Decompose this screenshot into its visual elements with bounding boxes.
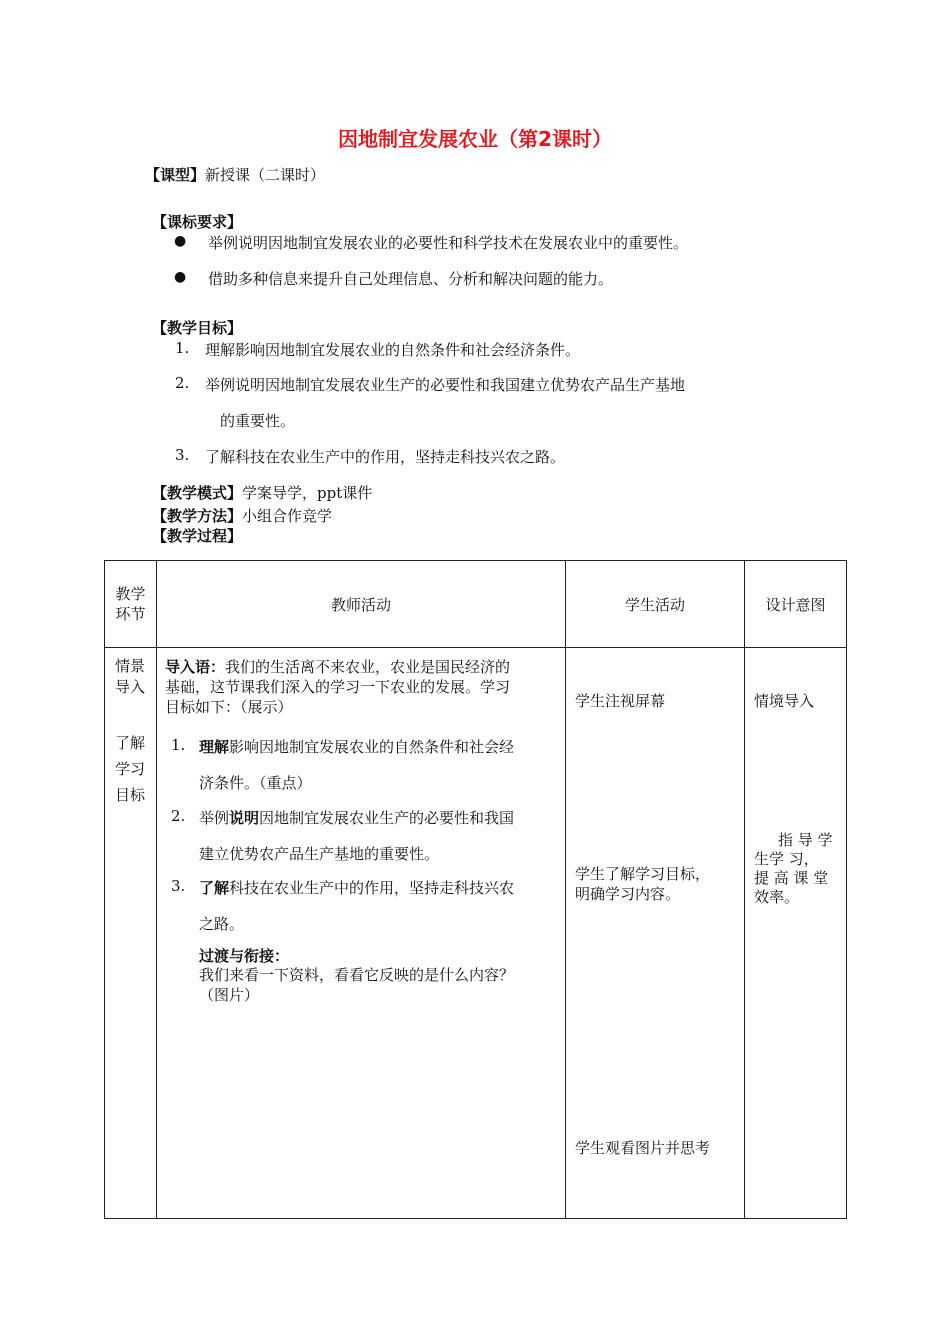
- intent-text: 生学 习，: [754, 850, 819, 868]
- standard-item: 借助多种信息来提升自己处理信息、分析和解决问题的能力。: [208, 270, 614, 288]
- header-teacher: 教师活动: [157, 561, 566, 648]
- process-label: 【教学过程】: [152, 527, 243, 545]
- goal-text: 影响因地制宜发展农业的自然条件和社会经: [229, 738, 515, 756]
- stage-text: 了解: [115, 734, 146, 752]
- lesson-type-line: [145, 164, 325, 185]
- student-activity: 学生注视屏幕: [575, 692, 666, 710]
- goal-line: [199, 807, 514, 828]
- objectives-label: 【教学目标】: [152, 319, 243, 337]
- stage-text: 学习: [115, 760, 146, 778]
- standard-item: 举例说明因地制宜发展农业的必要性和科学技术在发展农业中的重要性。: [208, 234, 689, 252]
- goal-text-cont: 济条件。（重点）: [199, 774, 312, 792]
- intent-text: 情境导入: [754, 692, 815, 710]
- bullet-icon: ●: [174, 233, 187, 249]
- intro-label: 导入语：: [165, 658, 226, 676]
- transition-text: 我们来看一下资料，看看它反映的是什么内容？: [199, 966, 515, 984]
- transition-label: 过渡与衔接：: [199, 947, 290, 965]
- goal-keyword: 了解: [199, 879, 230, 897]
- intro-line: [165, 656, 510, 677]
- stage-text: 导入: [115, 678, 146, 696]
- lesson-type-label: 【课型】: [145, 166, 206, 184]
- intro-text: 目标如下：（展示）: [165, 698, 293, 716]
- goal-num: 1.: [171, 736, 186, 754]
- standards-label: 【课标要求】: [152, 213, 243, 231]
- teaching-process-table: [104, 560, 847, 1219]
- bullet-icon: ●: [174, 269, 187, 285]
- objective-text: 举例说明因地制宜发展农业生产的必要性和我国建立优势农产品生产基地: [205, 376, 686, 394]
- goal-num: 3.: [171, 877, 186, 895]
- header-stage-text: 教学环节: [115, 585, 146, 623]
- stage-text: 情景: [115, 657, 146, 675]
- process-heading: [152, 525, 242, 546]
- method-value: 小组合作竞学: [242, 507, 333, 525]
- goal-text: 因地制宜发展农业生产的必要性和我国: [259, 809, 515, 827]
- goal-line: [199, 736, 514, 757]
- table-header-row: [105, 561, 847, 648]
- goal-line: [199, 877, 514, 898]
- intro-text: 基础，这节课我们深入的学习一下农业的发展。学习: [165, 678, 511, 696]
- student-activity: 明确学习内容。: [575, 885, 681, 903]
- intent-text: 指 导 学: [778, 831, 833, 849]
- page-title: 因地制宜发展农业（第2课时）: [338, 127, 612, 151]
- header-intent: 设计意图: [745, 561, 847, 648]
- stage-text: 目标: [115, 786, 146, 804]
- mode-line: [152, 482, 372, 503]
- objective-num: 1.: [175, 339, 190, 357]
- student-activity: 学生了解学习目标，: [575, 865, 711, 883]
- intent-text: 效率。: [754, 888, 800, 906]
- intro-text: 我们的生活离不来农业，农业是国民经济的: [225, 658, 511, 676]
- method-label: 【教学方法】: [152, 507, 243, 525]
- goal-text: 科技在农业生产中的作用，坚持走科技兴农: [229, 879, 515, 897]
- mode-value: 学案导学，ppt课件: [242, 484, 373, 502]
- objective-text: 了解科技在农业生产中的作用，坚持走科技兴农之路。: [205, 448, 566, 466]
- goal-prefix: 举例: [199, 809, 230, 827]
- student-activity: 学生观看图片并思考: [575, 1139, 711, 1157]
- intent-text: 提 高 课 堂: [754, 869, 829, 887]
- goal-keyword: 说明: [229, 809, 260, 827]
- goal-keyword: 理解: [199, 738, 230, 756]
- intent-cell: [745, 648, 847, 1219]
- goal-text-cont: 之路。: [199, 915, 245, 933]
- goal-num: 2.: [171, 807, 186, 825]
- objective-num: 2.: [175, 374, 190, 392]
- goal-text-cont: 建立优势农产品生产基地的重要性。: [199, 845, 440, 863]
- mode-label: 【教学模式】: [152, 484, 243, 502]
- header-student: 学生活动: [566, 561, 745, 648]
- teacher-cell: [157, 648, 566, 1219]
- objective-text-cont: 的重要性。: [220, 412, 296, 430]
- table-row: [105, 648, 847, 1219]
- transition-note: （图片）: [199, 986, 260, 1004]
- method-line: [152, 505, 332, 526]
- objectives-heading: [152, 317, 242, 338]
- student-cell: [566, 648, 745, 1219]
- stage-cell: [105, 648, 157, 1219]
- objective-text: 理解影响因地制宜发展农业的自然条件和社会经济条件。: [205, 341, 581, 359]
- header-stage: [105, 561, 157, 648]
- lesson-type-value: 新授课（二课时）: [205, 166, 326, 184]
- transition-heading: [199, 945, 289, 966]
- standards-heading: [152, 211, 242, 232]
- objective-num: 3.: [175, 446, 190, 464]
